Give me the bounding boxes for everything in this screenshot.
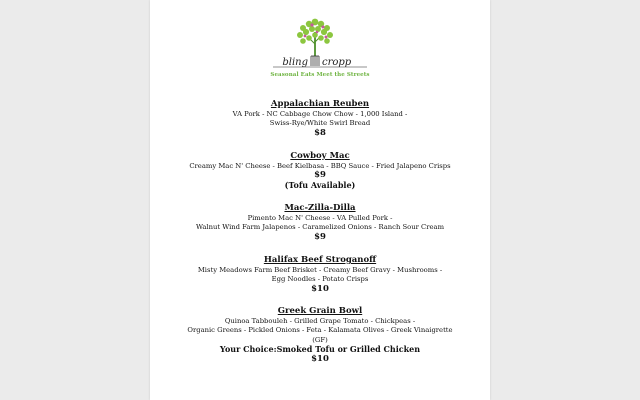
brand-left-text: bling	[282, 57, 308, 68]
item-desc-line: Walnut Wind Farm Jalapenos - Caramelized Onions - Ranch Sour Cream	[195, 223, 445, 231]
item-note: (Tofu Available)	[284, 179, 356, 190]
menu-item	[150, 204, 490, 242]
item-desc-line: Quinoa Tabbouleh - Grilled Grape Tomato - Chickpeas -	[224, 316, 416, 325]
item-name: Halifax Beef Stroganoff	[263, 255, 377, 265]
item-price: $9	[314, 170, 326, 180]
item-desc-line: VA Pork - NC Cabbage Chow Chow - 1,000 Island -	[232, 109, 408, 118]
item-desc-line: Misty Meadows Farm Beef Brisket - Creamy Beef Gravy - Mushrooms -	[197, 265, 443, 274]
item-name: Cowboy Mac	[290, 151, 350, 161]
item-desc-line: (GF)	[312, 335, 328, 344]
item-desc-line: Organic Greens - Pickled Onions - Feta - Kalamata Olives - Greek Vinaigrette	[187, 326, 453, 334]
item-name: Greek Grain Bowl	[277, 306, 363, 316]
item-price: $10	[311, 283, 329, 294]
item-price: $9	[314, 231, 326, 242]
tagline: Seasonal Eats Meet the Streets	[270, 72, 370, 78]
menu-item	[150, 100, 490, 138]
item-price: $10	[311, 353, 329, 364]
menu-item	[150, 307, 490, 364]
menu-item	[150, 256, 490, 294]
item-name: Appalachian Reuben	[270, 99, 370, 109]
item-desc-line: Creamy Mac N' Cheese - Beef Kielbasa - BBQ Sauce - Fried Jalapeno Crisps	[189, 161, 451, 170]
menu-page	[150, 0, 490, 400]
item-desc-line: Egg Noodles - Potato Crisps	[271, 275, 369, 283]
brand-right-text: cropp	[322, 57, 352, 68]
item-note: Your Choice:Smoked Tofu or Grilled Chicken	[219, 344, 421, 354]
item-name: Mac-Zilla-Dilla	[284, 203, 356, 213]
item-desc-line: Pimento Mac N' Cheese - VA Pulled Pork -	[247, 213, 393, 222]
item-price: $8	[314, 127, 326, 138]
item-desc-line: Swiss-Rye/White Swirl Bread	[269, 119, 371, 127]
menu-item	[150, 152, 490, 190]
